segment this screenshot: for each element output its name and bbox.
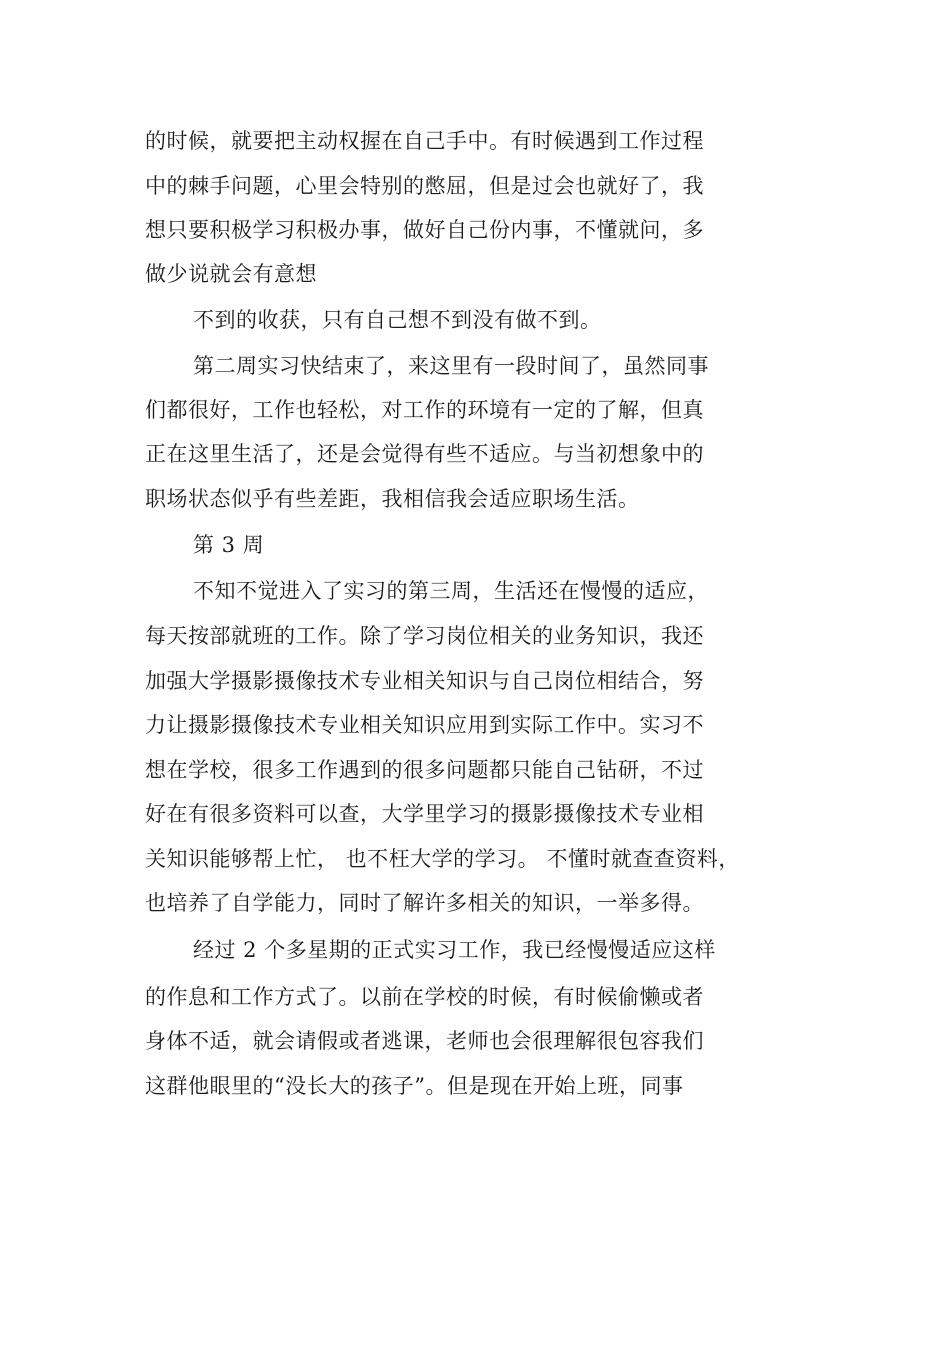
text-line: 中的棘手问题，心里会特别的憋屈，但是过会也就好了，我 [145,174,704,198]
text-line: 不到的收获，只有自己想不到没有做不到。 [193,308,602,332]
text-line: 第二周实习快结束了，来这里有一段时间了，虽然同事 [193,354,709,378]
text-line: 正在这里生活了，还是会觉得有些不适应。与当初想象中的 [145,442,704,466]
text-line: 职场状态似乎有些差距，我相信我会适应职场生活。 [145,487,640,511]
text-line: 这群他眼里的“没长大的孩子”。但是现在开始上班，同事 [145,1074,684,1098]
text-line: 想只要积极学习积极办事，做好自己份内事，不懂就问，多 [145,218,704,242]
text-line: 力让摄影摄像技术专业相关知识应用到实际工作中。实习不 [145,713,704,737]
text-line: 加强大学摄影摄像技术专业相关知识与自己岗位相结合，努 [145,669,704,693]
text-line: 好在有很多资料可以查，大学里学习的摄影摄像技术专业相 [145,802,704,826]
text-line: 的时候，就要把主动权握在自己手中。有时候遇到工作过程 [145,129,704,153]
section-heading: 第 3 周 [193,533,265,557]
text-line: 每天按部就班的工作。除了学习岗位相关的业务知识，我还 [145,624,704,648]
text-line: 们都很好，工作也轻松，对工作的环境有一定的了解，但真 [145,398,704,422]
text-line: 经过 2 个多星期的正式实习工作，我已经慢慢适应这样 [193,938,716,962]
text-line: 做少说就会有意想 [145,262,317,286]
text-line: 关知识能够帮上忙， 也不枉大学的学习。 不懂时就查查资料， [145,847,740,871]
text-line: 身体不适，就会请假或者逃课，老师也会很理解很包容我们 [145,1029,704,1053]
text-line: 的作息和工作方式了。以前在学校的时候，有时候偷懒或者 [145,985,704,1009]
text-line: 不知不觉进入了实习的第三周，生活还在慢慢的适应， [193,579,709,603]
text-line: 也培养了自学能力，同时了解许多相关的知识，一举多得。 [145,891,704,915]
text-line: 想在学校，很多工作遇到的很多问题都只能自己钻研，不过 [145,758,704,782]
